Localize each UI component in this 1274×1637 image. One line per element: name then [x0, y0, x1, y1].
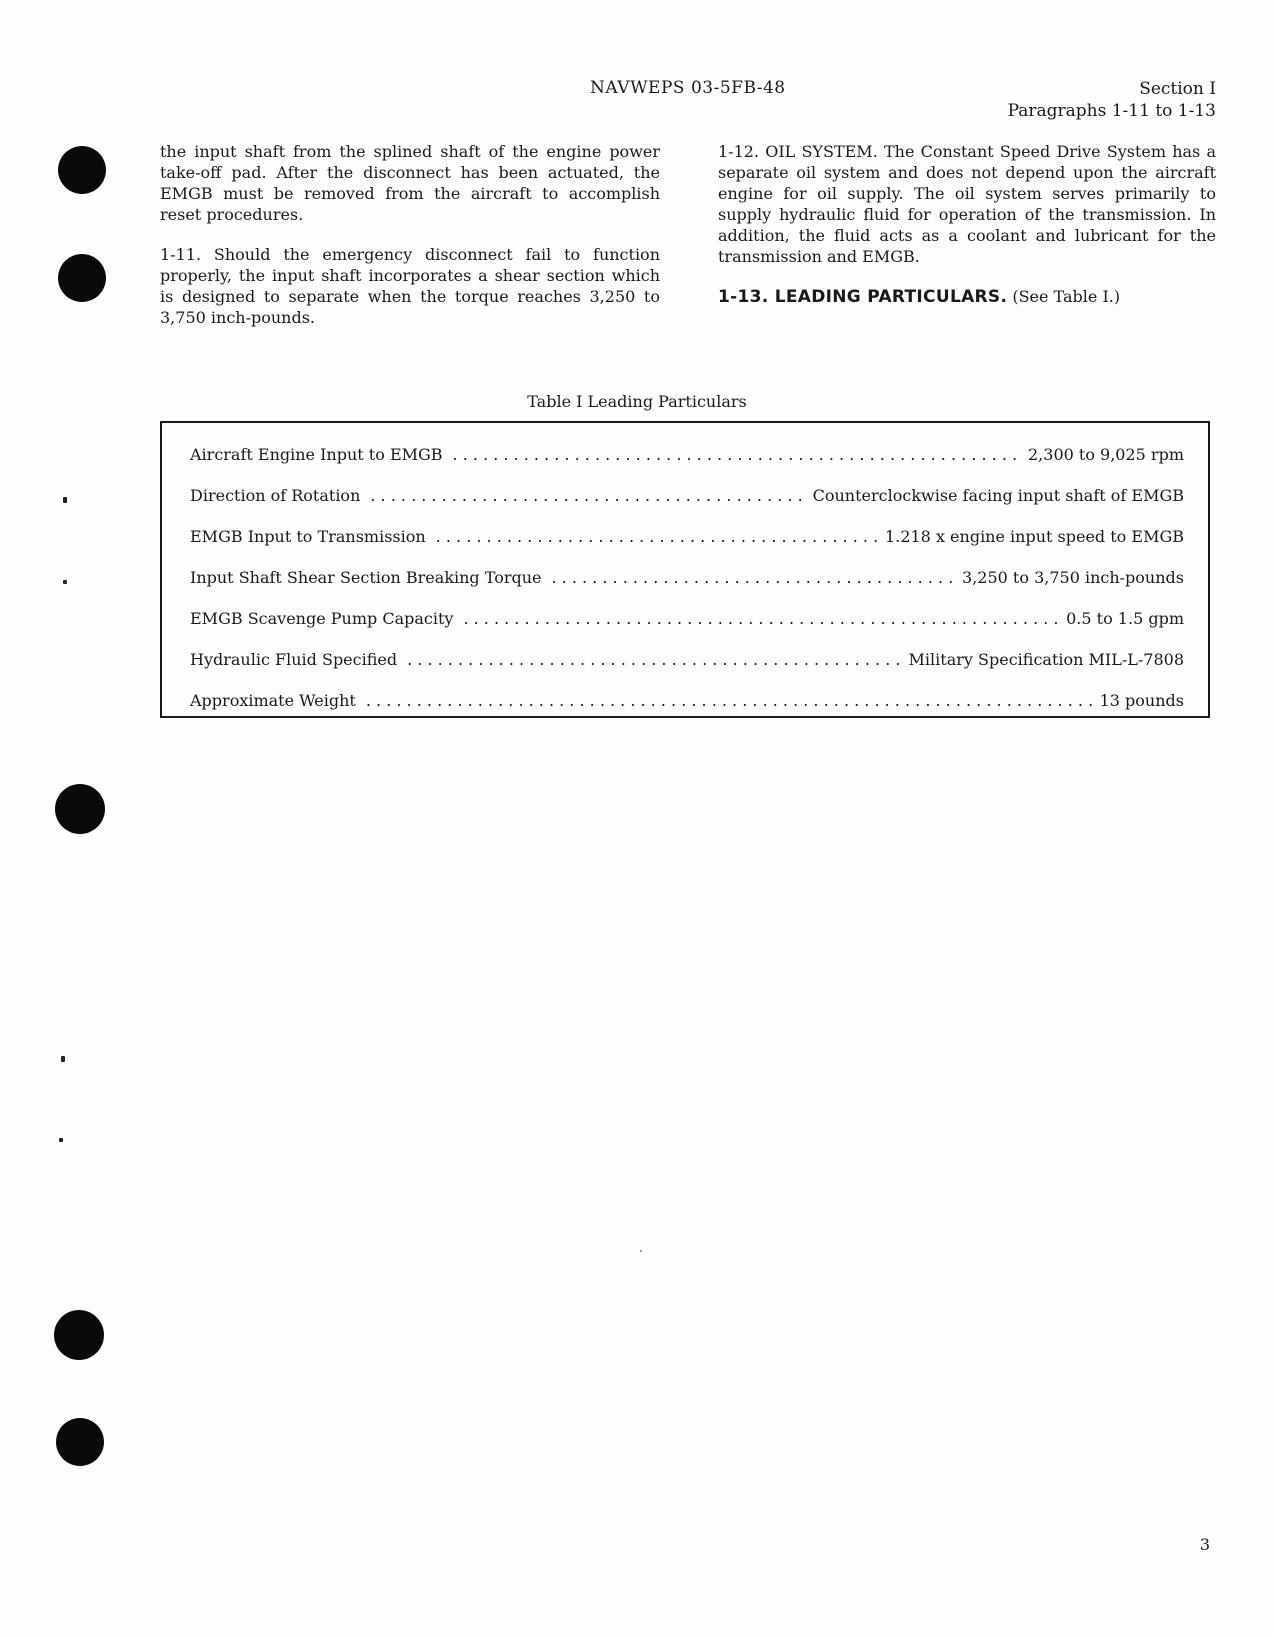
dot-leader [453, 445, 1020, 464]
dot-leader [551, 568, 954, 587]
paragraph-1-12: 1-12. OIL SYSTEM. The Constant Speed Drive System has a separate oil system and does not depend upon the aircraft engine for oil supply. The oil system serves primarily to supply hydraulic fluid for operation of the transmission. In addition, the fluid acts as a coolant and lubricant for the transmission and EMGB. [718, 142, 1216, 266]
dot-leader [436, 527, 877, 546]
row-value: 1.218 x engine input speed to EMGB [885, 527, 1184, 546]
table-row [190, 486, 1184, 510]
dot-leader [407, 650, 900, 669]
table-row [190, 568, 1184, 592]
heading-1-13 [718, 286, 1216, 308]
binder-hole-4 [54, 1310, 104, 1360]
dot-leader [370, 486, 804, 505]
row-value: 0.5 to 1.5 gpm [1066, 609, 1184, 628]
dot-leader [366, 691, 1092, 710]
scan-speck [59, 1138, 63, 1142]
paragraph-continued: the input shaft from the splined shaft of the engine power take-off pad. After the disconnect has been actuated, the EMGB must be removed from the aircraft to accomplish reset procedures. [160, 142, 660, 224]
table-row [190, 445, 1184, 469]
paragraph-1-11: 1-11. Should the emergency disconnect fail to function properly, the input shaft incorporates a shear section which is designed to separate when the torque reaches 3,250 to 3,750 inch-pounds. [160, 245, 660, 327]
left-text-column [160, 141, 660, 347]
page-number: 3 [1199, 1535, 1210, 1554]
row-label: Hydraulic Fluid Specified [190, 650, 398, 669]
scan-speck [61, 1056, 65, 1062]
row-label: EMGB Scavenge Pump Capacity [190, 609, 454, 628]
table-row [190, 650, 1184, 674]
row-value: Counterclockwise facing input shaft of EMGB [812, 486, 1184, 505]
row-value: Military Specification MIL-L-7808 [908, 650, 1184, 669]
table-row [190, 527, 1184, 551]
heading-1-13-title: 1-13. LEADING PARTICULARS. [718, 287, 1008, 307]
dot-leader [463, 609, 1058, 628]
section-header [1008, 78, 1216, 122]
scan-speck [63, 497, 67, 503]
row-value: 2,300 to 9,025 rpm [1028, 445, 1184, 464]
row-value: 3,250 to 3,750 inch-pounds [962, 568, 1184, 587]
binder-hole-2 [58, 254, 106, 302]
row-label: Input Shaft Shear Section Breaking Torque [190, 568, 542, 587]
table-caption: Table I Leading Particulars [527, 392, 747, 411]
binder-hole-3 [55, 784, 105, 834]
table-row [190, 609, 1184, 633]
row-label: Direction of Rotation [190, 486, 361, 505]
row-label: Approximate Weight [190, 691, 356, 710]
row-value: 13 pounds [1099, 691, 1184, 710]
binder-hole-5 [56, 1418, 104, 1466]
paragraph-range: Paragraphs 1-11 to 1-13 [1007, 101, 1216, 121]
section-label: Section I [1139, 79, 1216, 99]
binder-hole-1 [58, 146, 106, 194]
leading-particulars-table [160, 421, 1210, 718]
row-label: EMGB Input to Transmission [190, 527, 426, 546]
heading-1-13-reference: (See Table I.) [1012, 287, 1121, 306]
scan-speck [63, 580, 67, 584]
scan-speck [640, 1250, 642, 1252]
table-row [190, 691, 1184, 715]
document-number: NAVWEPS 03-5FB-48 [590, 78, 786, 98]
right-text-column [718, 141, 1216, 308]
row-label: Aircraft Engine Input to EMGB [190, 445, 443, 464]
